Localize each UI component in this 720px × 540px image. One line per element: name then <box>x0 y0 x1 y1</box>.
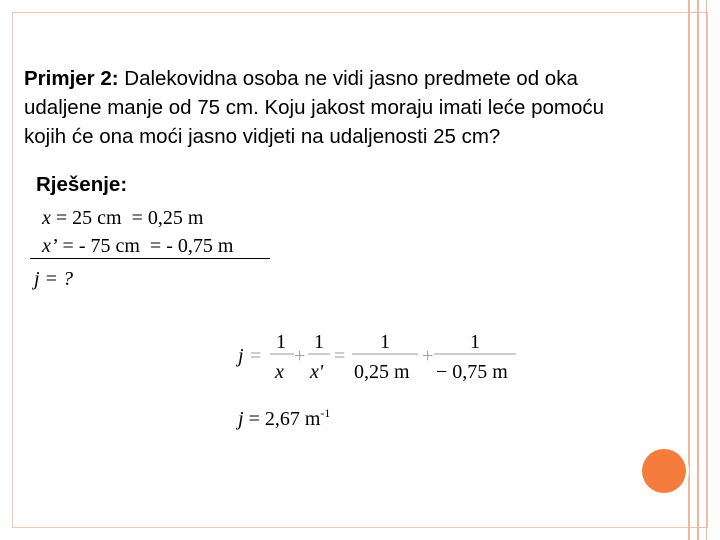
problem-line-3: kojih će ona moći jasno vidjeti na udaljenosti 25 cm? <box>24 125 501 148</box>
result-var: j <box>238 408 244 430</box>
problem-text <box>24 64 714 151</box>
given-x-prime <box>42 235 233 258</box>
formula-den-2: − 0,75 m <box>436 361 508 383</box>
formula-j: j <box>238 345 244 367</box>
given-x-value: = 25 cm = 0,25 m <box>50 207 204 229</box>
formula-eq-1: = <box>250 345 262 367</box>
formula-plus-2: + <box>422 345 434 367</box>
lens-power-formula <box>236 322 526 392</box>
formula-num-1: 1 <box>276 331 286 353</box>
formula-den-1: 0,25 m <box>354 361 410 383</box>
formula-num-4: 1 <box>470 331 480 353</box>
given-underline <box>30 258 270 259</box>
formula-plus-1: + <box>294 345 306 367</box>
problem-line-2: udaljene manje od 75 cm. Koju jakost moraju imati leće pomoću <box>24 96 604 119</box>
result-value: = 2,67 m <box>243 408 321 430</box>
problem-line-1: Dalekovidna osoba ne vidi jasno predmete od oka <box>118 67 578 90</box>
decorative-circle <box>642 449 686 493</box>
unknown-j: j = ? <box>34 268 74 290</box>
formula-num-3: 1 <box>380 331 390 353</box>
formula-eq-2: = <box>334 345 346 367</box>
given-xp-value: = - 75 cm = - 0,75 m <box>57 235 234 257</box>
problem-lead: Primjer 2: <box>24 67 119 90</box>
result-exponent: -1 <box>320 406 331 420</box>
given-x-var: x <box>42 207 51 229</box>
given-xp-var: x’ <box>42 235 58 257</box>
formula-den-xp: x' <box>310 361 324 383</box>
given-x <box>42 207 203 230</box>
solution-title: Rješenje: <box>36 173 128 196</box>
formula-num-2: 1 <box>314 331 324 353</box>
formula-den-x: x <box>275 361 284 383</box>
result <box>238 406 330 431</box>
